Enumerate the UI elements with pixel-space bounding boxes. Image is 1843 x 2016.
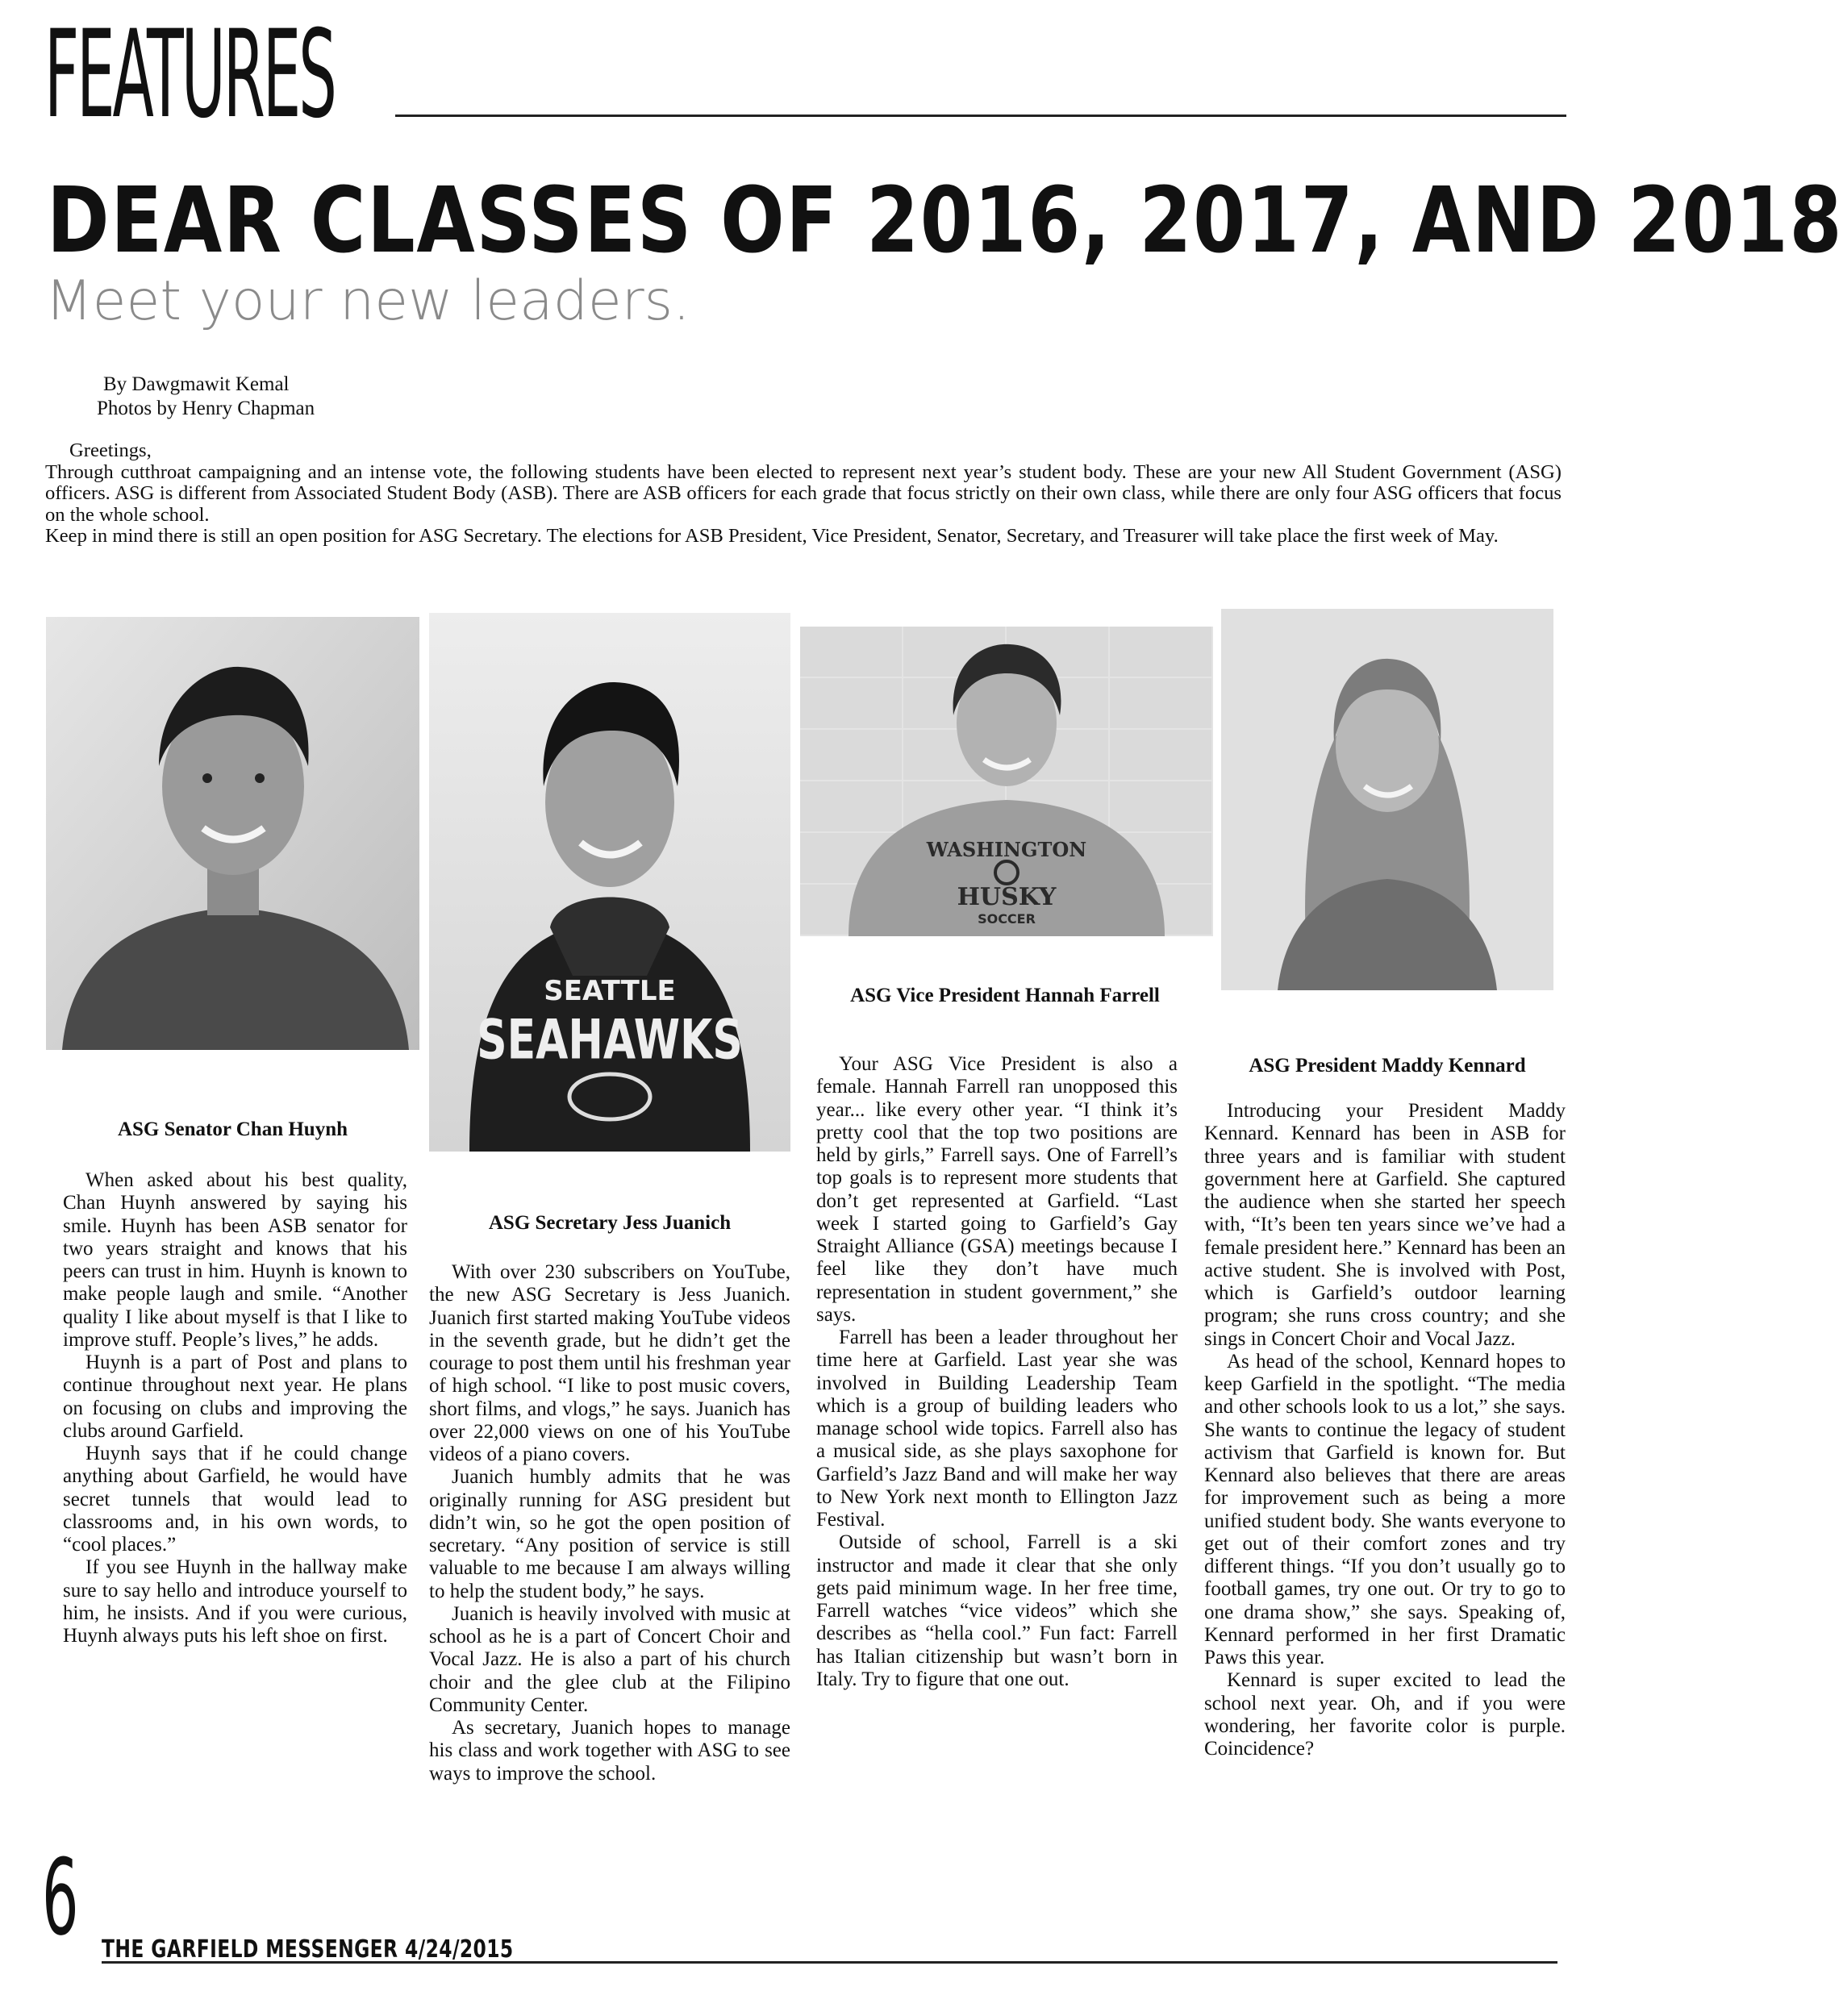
intro-paragraph: Keep in mind there is still an open position for ASG Secretary. The elections for ASB President, Vice President, Senator, Secretary, and Treasurer will take place the first week of May. [45,525,1499,548]
article-hannah-farrell [816,1053,1178,1691]
article-paragraph: Kennard is super excited to lead the school next year. Oh, and if you were wondering, her favorite color is purple. Coincidence? [1204,1669,1566,1760]
page-number: 6 [42,1836,79,1959]
photo-hannah-farrell [800,627,1213,936]
caption-chan-huynh: ASG Senator Chan Huynh [117,1118,348,1140]
article-paragraph: Juanich humbly admits that he was originally running for ASG president but didn’t win, so he got the open position of secretary. “Any position of service is still valuable to me because I am always willing to help the student body,” he says. [429,1466,790,1602]
caption-hannah-farrell: ASG Vice President Hannah Farrell [850,985,1160,1006]
photo-jess-juanich [429,613,790,1152]
intro-paragraph: Through cutthroat campaigning and an intense vote, the following students have been elected to represent next year’s student body. These are your new All Student Government (ASG) officers. ASG is different from Associated Student Body (ASB). There are ASB officers for each grade that focus strictly on their own class, while there are only four ASG officers that focus on the whole school. [45,460,1562,526]
subhead: Meet your new leaders. [45,269,690,333]
section-label: FEATURES [44,5,335,145]
article-paragraph: Farrell has been a leader throughout her time here at Garfield. Last year she was involved in Building Leadership Team which is a group of building leaders who manage school wide topics. Farrell also has a musical side, as she plays saxophone for Garfield’s Jazz Band and will make her way to New York next month to Ellington Jazz Festival. [816,1327,1178,1531]
article-paragraph: As head of the school, Kennard hopes to keep Garfield in the spotlight. “The media and other schools look to us a lot,” she says. She wants to continue the legacy of student activism that Garfield is known for. But Kennard also believes that there are areas for improvement such as being a more unified student body. She wants everyone to get out of their comfort zones and try different things. “If you don’t usually go to football games, try one out. Or try to go to one drama show,” she says. Speaking of, Kennard performed in her first Dramatic Paws this year. [1204,1350,1566,1668]
article-paragraph: Your ASG Vice President is also a female. Hannah Farrell ran unopposed this year... like every other year. “I think it’s pretty cool that the top two positions are held by girls,” Farrell says. One of Farrell’s top goals is to represent more students that don’t get represented at Garfield. “Last week I started going to Garfield’s Gay Straight Alliance (GSA) meetings because I feel like they don’t have much representation in student government,” she says. [816,1053,1178,1326]
headline: DEAR CLASSES OF 2016, 2017, AND 2018 [47,169,1843,273]
article-paragraph: Outside of school, Farrell is a ski instructor and made it clear that she only gets paid minimum wage. In her free time, Farrell watches “vice videos” which she describes as “hella cool.” Fun fact: Farrell has Italian citizenship but wasn’t born in Italy. Try to figure that one out. [816,1531,1178,1690]
shirt-washington-text: WASHINGTON [926,838,1087,861]
article-paragraph: Introducing your President Maddy Kennard. Kennard has been in ASB for three years and is familiar with student government here at Garfield. She captured the audience when she started her speech with, “It’s been ten years since we’ve had a female president here.” Kennard has been an active student. She is involved with Post, which is Garfield’s outdoor learning program; she runs cross country; and she sings in Concert Choir and Vocal Jazz. [1204,1100,1566,1350]
footer-publication: THE GARFIELD MESSENGER 4/24/2015 [102,1935,514,1964]
header-rule [395,115,1566,117]
shirt-soccer-text: SOCCER [978,911,1036,927]
article-paragraph: As secretary, Juanich hopes to manage his class and work together with ASG to see ways to improve the school. [429,1717,790,1785]
article-paragraph: Juanich is heavily involved with music at school as he is a part of Concert Choir and Vocal Jazz. He is also a part of his church choir and the glee club at the Filipino Community Center. [429,1602,790,1716]
photo-maddy-kennard [1221,609,1553,990]
article-paragraph: Huynh is a part of Post and plans to continue throughout next year. He plans on focusing on clubs and improving the clubs around Garfield. [63,1352,407,1442]
article-maddy-kennard [1204,1100,1566,1760]
article-paragraph: If you see Huynh in the hallway make sure to say hello and introduce yourself to him, he insists. And if you were curious, Huynh always puts his left shoe on first. [63,1556,407,1647]
intro-greeting: Greetings, [69,439,152,461]
caption-maddy-kennard: ASG President Maddy Kennard [1249,1055,1526,1077]
article-paragraph: With over 230 subscribers on YouTube, the new ASG Secretary is Jess Juanich. Juanich first started making YouTube videos in the seventh grade, but he didn’t get the courage to post them until his freshman year of high school. “I like to post music covers, short films, and vlogs,” he says. Juanich has over 22,000 views on one of his YouTube videos of a piano covers. [429,1261,790,1465]
shirt-seahawks-text: SEAHAWKS [477,1008,743,1073]
intro [45,440,1562,548]
article-jess-juanich [429,1261,790,1785]
caption-jess-juanich: ASG Secretary Jess Juanich [488,1212,732,1234]
article-paragraph: Huynh says that if he could change anything about Garfield, he would have secret tunnels that would lead to classrooms and, in his own words, to “cool places.” [63,1443,407,1556]
article-paragraph: When asked about his best quality, Chan Huynh answered by saying his smile. Huynh has been ASB senator for two years straight and knows that his peers can trust in him. Huynh is known to make people laugh and smile. “Another quality I like about myself is that I like to improve stuff. People’s lives,” he adds. [63,1169,407,1351]
article-chan-huynh [63,1169,407,1647]
photo-credit: Photos by Henry Chapman [97,398,315,419]
photo-chan-huynh [46,617,419,1050]
shirt-seattle-text: SEATTLE [544,975,676,1007]
byline: By Dawgmawit Kemal [103,373,290,395]
footer-rule [102,1961,1557,1964]
shirt-husky-text: HUSKY [957,883,1057,911]
